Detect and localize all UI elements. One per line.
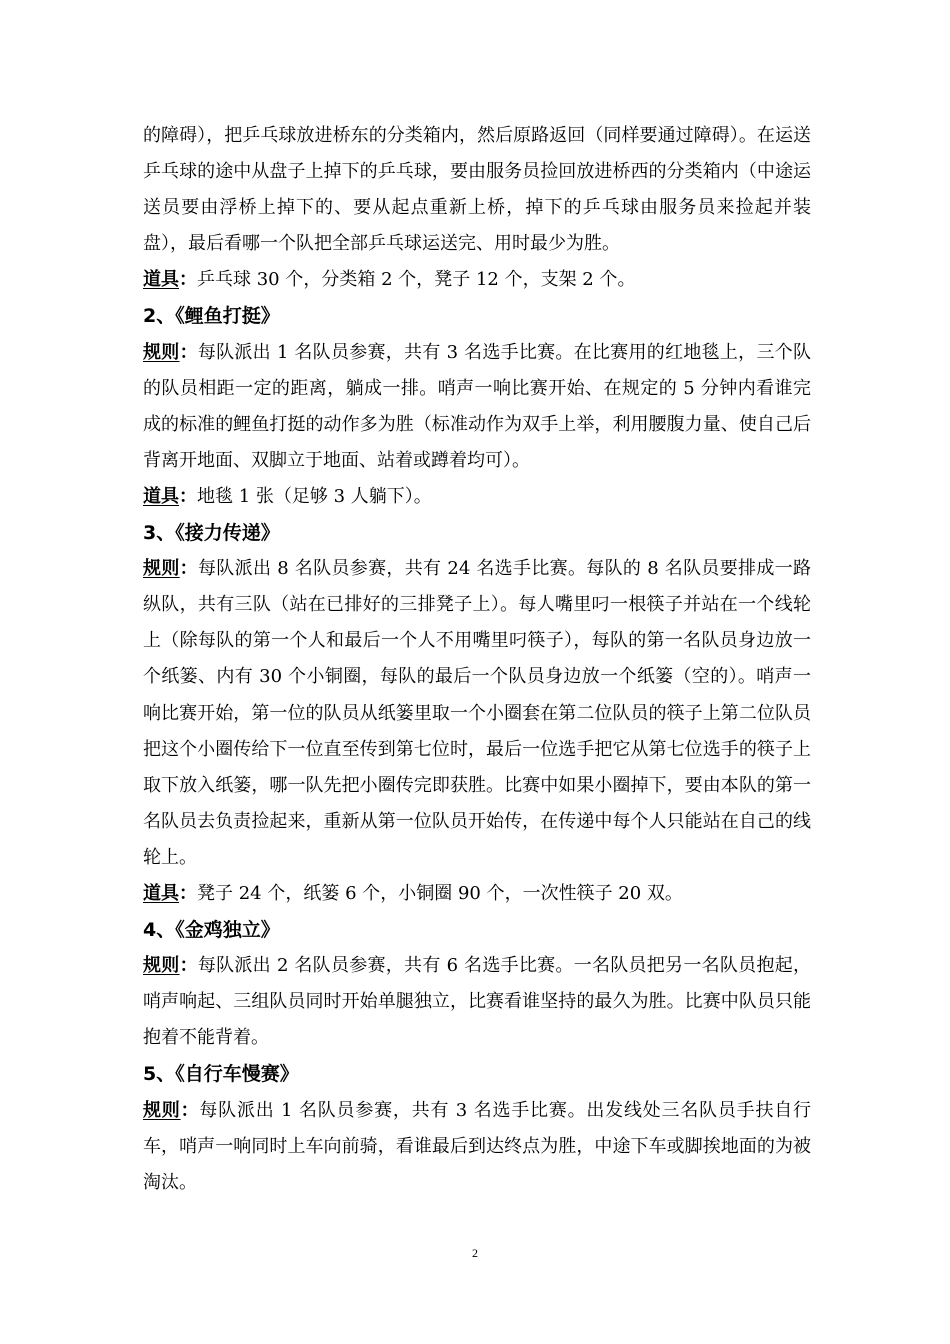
rules-label: 规则 <box>143 1099 181 1121</box>
document-body <box>143 118 811 1201</box>
rules-label: 规则 <box>143 955 180 977</box>
section-2-props: 道具：地毯 1 张（足够 3 人躺下）。 <box>143 485 432 507</box>
section-heading-4: 4、《金鸡独立》 <box>143 919 280 942</box>
props-label: 道具 <box>143 269 179 291</box>
section-4-rules: 规则：每队派出 2 名队员参赛，共有 6 名选手比赛。一名队员把另一名队员抱起，哨声响起、三组队员同时开始单腿独立，比赛看谁坚持的最久为胜。比赛中队员只能抱着不能背着。 <box>143 955 812 1049</box>
intro-props: 道具：乒乓球 30 个，分类箱 2 个，凳子 12 个，支架 2 个。 <box>143 269 636 291</box>
section-2-rules: 规则：每队派出 1 名队员参赛，共有 3 名选手比赛。在比赛用的红地毯上，三个队的队员相距一定的距离，躺成一排。哨声一响比赛开始、在规定的 5 分钟内看谁完成的标准的鲤鱼打挺的动作多为胜（标准动作为双手上举，利用腰腹力量、使自己后背离开地面、双脚立于地面、站着或蹲着均可）。 <box>143 341 812 471</box>
rules-text: 每队派出 8 名队员参赛，共有 24 名选手比赛。每队的 8 名队员要排成一路纵队，共有三队（站在已排好的三排凳子上）。每人嘴里叼一根筷子并站在一个线轮上（除每队的第一个人和最后一个人不用嘴里叼筷子），每队的第一名队员身边放一个纸篓、内有 30 个小铜圈，每队的最后一个队员身边放一个纸篓（空的）。哨声一响比赛开始，第一位的队员从纸篓里取一个小圈套在第二位队员的筷子上第二位队员把这个小圈传给下一位直至传到第七位时，最后一位选手把它从第七位选手的筷子上取下放入纸篓，哪一队先把小圈传完即获胜。比赛中如果小圈掉下，要由本队的第一名队员去负责捡起来，重新从第一位队员开始传，在传递中每个人只能站在自己的线轮上。 <box>143 558 812 868</box>
intro-paragraph: 的障碍），把乒乓球放进桥东的分类箱内，然后原路返回（同样要通过障碍）。在运送乒乓球的途中从盘子上掉下的乒乓球，要由服务员捡回放进桥西的分类箱内（中途运送员要由浮桥上掉下的、要从起点重新上桥，掉下的乒乓球由服务员来捡起并装盘），最后看哪一个队把全部乒乓球运送完、用时最少为胜。 <box>143 125 811 255</box>
props-label: 道具 <box>143 485 179 507</box>
section-heading-5: 5、《自行车慢赛》 <box>143 1063 299 1086</box>
section-3-rules: 规则：每队派出 8 名队员参赛，共有 24 名选手比赛。每队的 8 名队员要排成一路纵队，共有三队（站在已排好的三排凳子上）。每人嘴里叼一根筷子并站在一个线轮上（除每队的第一个人和最后一个人不用嘴里叼筷子），每队的第一名队员身边放一个纸篓、内有 30 个小铜圈，每队的最后一个队员身边放一个纸篓（空的）。哨声一响比赛开始，第一位的队员从纸篓里取一个小圈套在第二位队员的筷子上第二位队员把这个小圈传给下一位直至传到第七位时，最后一位选手把它从第七位选手的筷子上取下放入纸篓，哪一队先把小圈传完即获胜。比赛中如果小圈掉下，要由本队的第一名队员去负责捡起来，重新从第一位队员开始传，在传递中每个人只能站在自己的线轮上。 <box>143 558 812 868</box>
rules-text: 每队派出 1 名队员参赛，共有 3 名选手比赛。出发线处三名队员手扶自行车，哨声一响同时上车向前骑，看谁最后到达终点为胜，中途下车或脚挨地面的为被淘汰。 <box>143 1099 812 1193</box>
rules-label: 规则 <box>143 558 180 580</box>
props-text: 凳子 24 个，纸篓 6 个，小铜圈 90 个，一次性筷子 20 双。 <box>197 882 683 904</box>
section-heading-3: 3、《接力传递》 <box>143 522 280 545</box>
rules-label: 规则 <box>143 341 180 363</box>
rules-text: 每队派出 2 名队员参赛，共有 6 名选手比赛。一名队员把另一名队员抱起，哨声响起、三组队员同时开始单腿独立，比赛看谁坚持的最久为胜。比赛中队员只能抱着不能背着。 <box>143 955 812 1049</box>
section-3-props: 道具：凳子 24 个，纸篓 6 个，小铜圈 90 个，一次性筷子 20 双。 <box>143 882 683 904</box>
props-text: 地毯 1 张（足够 3 人躺下）。 <box>197 485 432 507</box>
props-text: 乒乓球 30 个，分类箱 2 个，凳子 12 个，支架 2 个。 <box>197 269 636 291</box>
props-label: 道具 <box>143 882 179 904</box>
rules-text: 每队派出 1 名队员参赛，共有 3 名选手比赛。在比赛用的红地毯上，三个队的队员相距一定的距离，躺成一排。哨声一响比赛开始、在规定的 5 分钟内看谁完成的标准的鲤鱼打挺的动作多为胜（标准动作为双手上举，利用腰腹力量、使自己后背离开地面、双脚立于地面、站着或蹲着均可）。 <box>143 341 812 471</box>
section-heading-2: 2、《鲤鱼打挺》 <box>143 305 280 328</box>
section-5-rules: 规则：每队派出 1 名队员参赛，共有 3 名选手比赛。出发线处三名队员手扶自行车，哨声一响同时上车向前骑，看谁最后到达终点为胜，中途下车或脚挨地面的为被淘汰。 <box>143 1099 812 1193</box>
page-number: 2 <box>472 1246 478 1260</box>
